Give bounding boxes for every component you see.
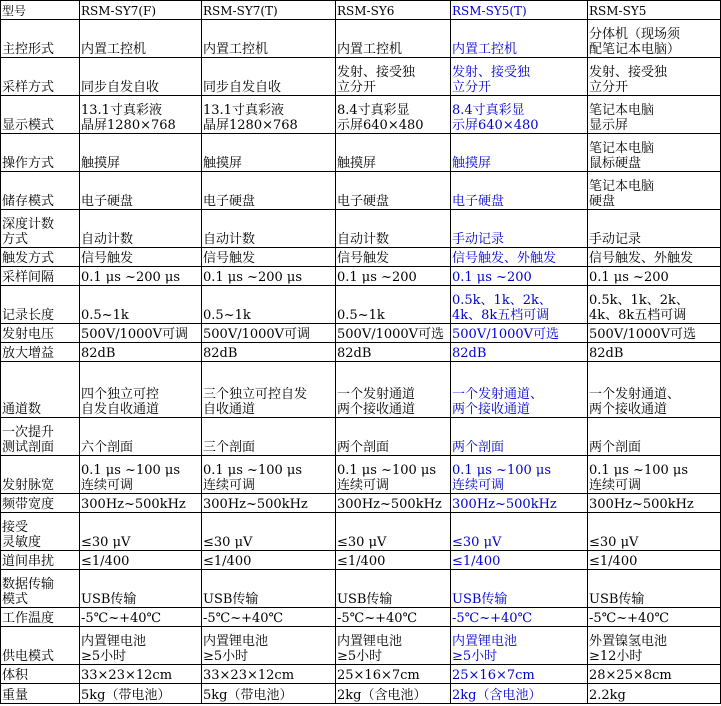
- row-label: 体积: [1, 665, 80, 684]
- table-row: [1, 418, 721, 456]
- table-cell: 自动计数: [336, 210, 451, 248]
- table-cell: 28×25×8cm: [588, 665, 721, 684]
- table-row: [1, 20, 721, 58]
- table-cell: 0.1 μs ~200 μs: [80, 267, 202, 286]
- table-cell: ≤30 μV: [336, 513, 451, 551]
- table-cell: 内置工控机: [202, 20, 336, 58]
- table-cell: 触摸屏: [80, 134, 202, 172]
- table-cell: ≤1/400: [451, 551, 588, 570]
- table-cell: 0.1 μs ~100 μs 连续可调: [336, 456, 451, 494]
- table-cell: 发射、接受独 立分开: [451, 58, 588, 96]
- row-label: 主控形式: [1, 20, 80, 58]
- model-name: RSM-SY6: [336, 1, 451, 20]
- table-cell: 信号触发、外触发: [588, 248, 721, 267]
- table-cell: 300Hz~500kHz: [80, 494, 202, 513]
- table-cell: 0.1 μs ~100 μs 连续可调: [80, 456, 202, 494]
- table-row: [1, 665, 721, 684]
- table-cell: 500V/1000V可选: [588, 324, 721, 343]
- model-name: RSM-SY7(F): [80, 1, 202, 20]
- row-label: 深度计数 方式: [1, 210, 80, 248]
- table-cell: 三个独立可控自发 自收通道: [202, 362, 336, 418]
- table-cell: 内置锂电池 ≥5小时: [451, 627, 588, 665]
- table-cell: 500V/1000V可选: [336, 324, 451, 343]
- table-cell: 电子硬盘: [336, 172, 451, 210]
- table-cell: 0.1 μs ~200: [336, 267, 451, 286]
- table-cell: USB传输: [336, 570, 451, 608]
- table-cell: 0.5k、1k、2k、 4k、8k五档可调: [588, 286, 721, 324]
- table-cell: 82dB: [80, 343, 202, 362]
- table-cell: 同步自发自收: [80, 58, 202, 96]
- table-cell: 8.4寸真彩显 示屏640×480: [336, 96, 451, 134]
- row-label: 显示模式: [1, 96, 80, 134]
- table-cell: 内置锂电池 ≥5小时: [202, 627, 336, 665]
- table-cell: 33×23×12cm: [80, 665, 202, 684]
- table-row: [1, 324, 721, 343]
- row-label: 接受 灵敏度: [1, 513, 80, 551]
- table-cell: ≤30 μV: [588, 513, 721, 551]
- table-cell: 内置锂电池 ≥5小时: [336, 627, 451, 665]
- table-cell: 内置工控机: [336, 20, 451, 58]
- model-name: RSM-SY5(T): [451, 1, 588, 20]
- table-row: [1, 343, 721, 362]
- table-cell: ≤30 μV: [202, 513, 336, 551]
- row-label: 数据传输 模式: [1, 570, 80, 608]
- table-row: [1, 134, 721, 172]
- table-cell: ≤1/400: [336, 551, 451, 570]
- table-row: [1, 627, 721, 665]
- table-cell: -5℃~+40℃: [202, 608, 336, 627]
- row-label: 重量: [1, 684, 80, 704]
- table-cell: 2kg（含电池）: [336, 684, 451, 704]
- table-cell: 500V/1000V可选: [451, 324, 588, 343]
- table-cell: 13.1寸真彩液 晶屏1280×768: [202, 96, 336, 134]
- row-label: 发射电压: [1, 324, 80, 343]
- table-cell: 电子硬盘: [451, 172, 588, 210]
- table-cell: 自动计数: [202, 210, 336, 248]
- table-cell: 82dB: [588, 343, 721, 362]
- table-cell: 一个发射通道、 两个接收通道: [451, 362, 588, 418]
- table-cell: 触摸屏: [202, 134, 336, 172]
- table-cell: 300Hz~500kHz: [202, 494, 336, 513]
- table-row: [1, 210, 721, 248]
- table-cell: 内置工控机: [80, 20, 202, 58]
- table-row: [1, 286, 721, 324]
- table-cell: ≤1/400: [202, 551, 336, 570]
- table-cell: 500V/1000V可调: [80, 324, 202, 343]
- table-cell: 触摸屏: [336, 134, 451, 172]
- table-cell: 同步自发自收: [202, 58, 336, 96]
- table-cell: ≤30 μV: [80, 513, 202, 551]
- table-cell: 0.5k、1k、2k、 4k、8k五档可调: [451, 286, 588, 324]
- table-cell: 内置锂电池 ≥5小时: [80, 627, 202, 665]
- table-cell: 笔记本电脑 硬盘: [588, 172, 721, 210]
- table-cell: 0.5~1k: [80, 286, 202, 324]
- row-label: 记录长度: [1, 286, 80, 324]
- table-cell: 两个剖面: [588, 418, 721, 456]
- table-cell: 2.2kg: [588, 684, 721, 704]
- row-label: 一次提升 测试剖面: [1, 418, 80, 456]
- table-row: [1, 494, 721, 513]
- table-cell: 笔记本电脑 鼠标硬盘: [588, 134, 721, 172]
- table-row: [1, 248, 721, 267]
- table-cell: USB传输: [451, 570, 588, 608]
- table-row: [1, 267, 721, 286]
- table-cell: 内置工控机: [451, 20, 588, 58]
- table-row: [1, 513, 721, 551]
- table-row: [1, 172, 721, 210]
- table-cell: 信号触发、外触发: [451, 248, 588, 267]
- table-cell: ≤1/400: [80, 551, 202, 570]
- table-cell: 0.1 μs ~100 μs 连续可调: [202, 456, 336, 494]
- table-cell: 300Hz~500kHz: [336, 494, 451, 513]
- table-cell: USB传输: [588, 570, 721, 608]
- table-cell: 两个剖面: [336, 418, 451, 456]
- row-label: 采样方式: [1, 58, 80, 96]
- table-body: [1, 1, 721, 704]
- table-cell: 25×16×7cm: [451, 665, 588, 684]
- table-cell: ≤30 μV: [451, 513, 588, 551]
- table-row: [1, 58, 721, 96]
- table-cell: 8.4寸真彩显 示屏640×480: [451, 96, 588, 134]
- table-cell: 500V/1000V可调: [202, 324, 336, 343]
- table-cell: -5℃~+40℃: [451, 608, 588, 627]
- table-row: [1, 608, 721, 627]
- table-row: [1, 96, 721, 134]
- table-cell: 信号触发: [336, 248, 451, 267]
- table-cell: -5℃~+40℃: [80, 608, 202, 627]
- table-cell: 发射、接受独 立分开: [588, 58, 721, 96]
- table-cell: 四个独立可控 自发自收通道: [80, 362, 202, 418]
- row-label: 储存模式: [1, 172, 80, 210]
- model-name: RSM-SY5: [588, 1, 721, 20]
- table-cell: 33×23×12cm: [202, 665, 336, 684]
- table-cell: 0.1 μs ~200: [588, 267, 721, 286]
- row-label: 采样间隔: [1, 267, 80, 286]
- table-cell: 0.1 μs ~200: [451, 267, 588, 286]
- table-cell: 手动记录: [588, 210, 721, 248]
- row-label: 放大增益: [1, 343, 80, 362]
- row-label: 操作方式: [1, 134, 80, 172]
- table-cell: ≤1/400: [588, 551, 721, 570]
- table-cell: 信号触发: [202, 248, 336, 267]
- table-cell: 发射、接受独 立分开: [336, 58, 451, 96]
- table-cell: 信号触发: [80, 248, 202, 267]
- table-cell: 0.1 μs ~100 μs 连续可调: [451, 456, 588, 494]
- table-cell: -5℃~+40℃: [336, 608, 451, 627]
- table-cell: 0.1 μs ~100 μs 连续可调: [588, 456, 721, 494]
- model-name: RSM-SY7(T): [202, 1, 336, 20]
- table-cell: 笔记本电脑 显示屏: [588, 96, 721, 134]
- table-row: [1, 551, 721, 570]
- table-cell: 两个剖面: [451, 418, 588, 456]
- row-label: 发射脉宽: [1, 456, 80, 494]
- table-row: [1, 684, 721, 704]
- header-label: 型号: [1, 1, 80, 20]
- table-cell: 82dB: [336, 343, 451, 362]
- row-label: 通道数: [1, 362, 80, 418]
- table-cell: 25×16×7cm: [336, 665, 451, 684]
- table-cell: 一个发射通道、 两个接收通道: [588, 362, 721, 418]
- table-cell: 5kg（带电池）: [80, 684, 202, 704]
- table-cell: 0.5~1k: [202, 286, 336, 324]
- table-cell: 一个发射通道 两个接收通道: [336, 362, 451, 418]
- table-cell: 300Hz~500kHz: [451, 494, 588, 513]
- table-row: [1, 362, 721, 418]
- table-cell: 82dB: [202, 343, 336, 362]
- row-label: 触发方式: [1, 248, 80, 267]
- table-cell: 0.5~1k: [336, 286, 451, 324]
- table-cell: USB传输: [202, 570, 336, 608]
- row-label: 工作温度: [1, 608, 80, 627]
- table-cell: 分体机（现场须 配笔记本电脑）: [588, 20, 721, 58]
- table-cell: 0.1 μs ~200 μs: [202, 267, 336, 286]
- table-cell: 82dB: [451, 343, 588, 362]
- table-cell: 电子硬盘: [80, 172, 202, 210]
- table-cell: 手动记录: [451, 210, 588, 248]
- table-cell: USB传输: [80, 570, 202, 608]
- table-cell: 自动计数: [80, 210, 202, 248]
- table-cell: 300Hz~500kHz: [588, 494, 721, 513]
- row-label: 频带宽度: [1, 494, 80, 513]
- row-label: 供电模式: [1, 627, 80, 665]
- table-cell: 触摸屏: [451, 134, 588, 172]
- header-row: [1, 1, 721, 20]
- table-cell: 三个剖面: [202, 418, 336, 456]
- table-row: [1, 570, 721, 608]
- table-cell: 六个剖面: [80, 418, 202, 456]
- table-cell: 5kg（带电池）: [202, 684, 336, 704]
- table-cell: 电子硬盘: [202, 172, 336, 210]
- table-cell: 13.1寸真彩液 晶屏1280×768: [80, 96, 202, 134]
- table-cell: 2kg（含电池）: [451, 684, 588, 704]
- table-cell: 外置镍氢电池 ≥12小时: [588, 627, 721, 665]
- table-cell: -5℃~+40℃: [588, 608, 721, 627]
- table-row: [1, 456, 721, 494]
- row-label: 道间串扰: [1, 551, 80, 570]
